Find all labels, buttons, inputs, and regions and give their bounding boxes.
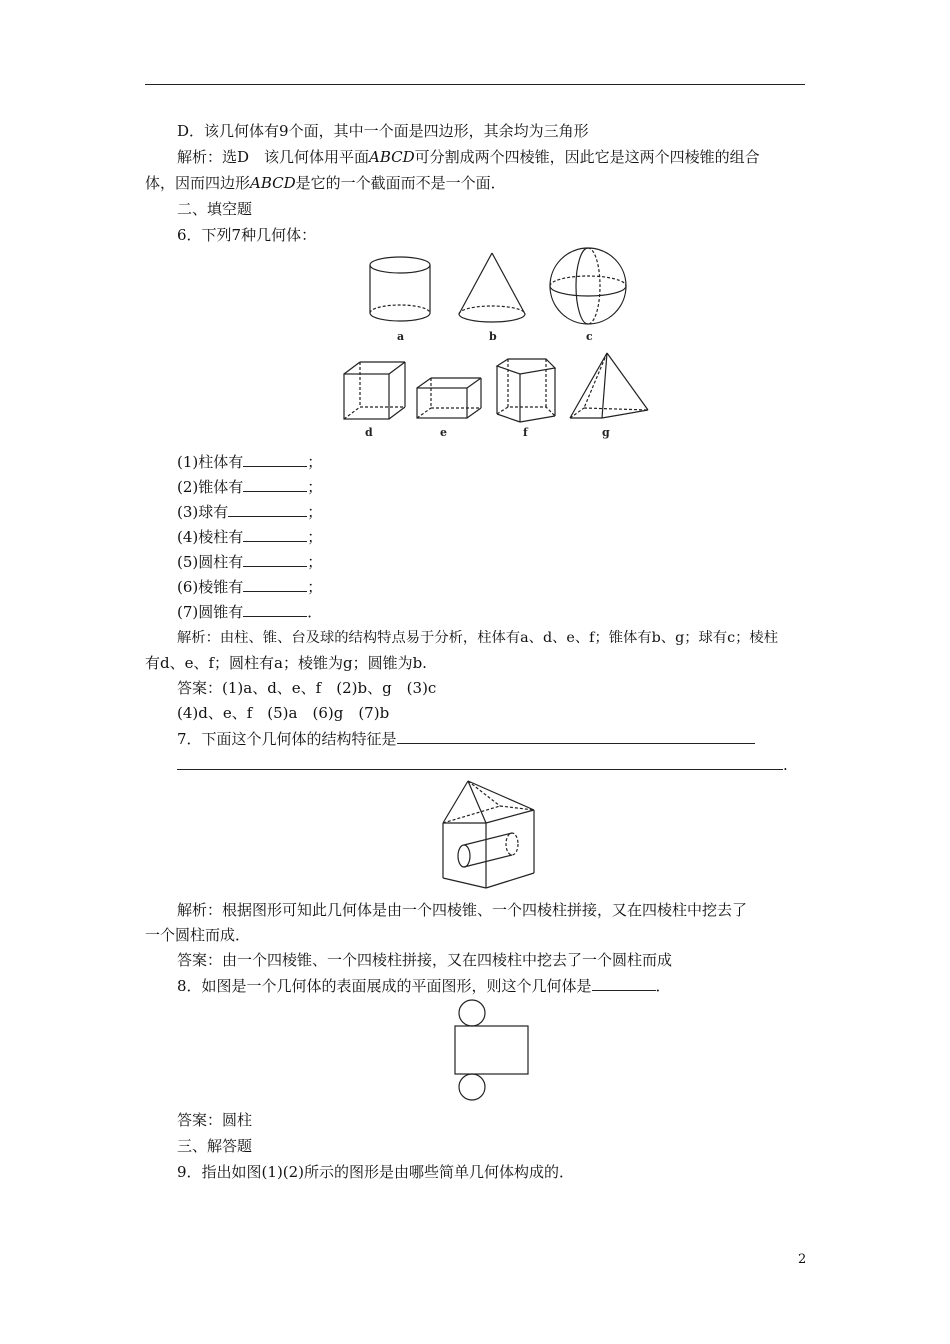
q6-item-2: (2)锥体有 ； [177, 478, 323, 496]
pyramid-shape [570, 353, 648, 418]
label-a: a [397, 330, 405, 343]
figure-solids-row-1 [360, 250, 650, 345]
question-7: 7．下面这个几何体的结构特征是 [177, 729, 755, 749]
question-9: 9．指出如图(1)(2)所示的图形是由哪些简单几何体构成的． [177, 1163, 575, 1181]
question-6: 6．下列7种几何体： [177, 226, 317, 244]
q6-item-5: (5)圆柱有 ； [177, 553, 323, 571]
label-c: c [586, 330, 593, 343]
label-f: f [523, 426, 528, 439]
section-fill-in: 二、填空题 [177, 200, 253, 218]
q6-item-6: (6)棱锥有 ； [177, 578, 323, 596]
figure-composite-solid [440, 778, 540, 893]
section-answer: 三、解答题 [177, 1137, 253, 1155]
pentagonal-prism-shape [497, 359, 555, 422]
label-e: e [440, 426, 447, 439]
solution-6-line-2: 有d、e、f；圆柱有a；棱锥为g；圆锥为b. [145, 654, 427, 672]
q6-item-1: (1)柱体有 ； [177, 453, 323, 471]
label-g: g [602, 426, 610, 439]
solution-5-line-2: 体，因而四边形ABCD是它的一个截面而不是一个面． [145, 174, 506, 192]
q6-item-3: (3)球有 ； [177, 503, 323, 521]
solution-7-line-1: 解析：根据图形可知此几何体是由一个四棱锥、一个四棱柱拼接，又在四棱柱中挖去了 [177, 901, 748, 919]
cone-shape [459, 253, 525, 322]
answer-7: 答案：由一个四棱锥、一个四棱柱拼接，又在四棱柱中挖去了一个圆柱而成 [177, 951, 673, 969]
question-7-line-2: . [177, 755, 788, 775]
cylinder-shape [370, 257, 430, 321]
option-d: D．该几何体有9个面，其中一个面是四边形，其余均为三角形 [177, 122, 589, 140]
answer-8: 答案：圆柱 [177, 1111, 253, 1129]
page-number: 2 [798, 1252, 807, 1267]
cube-shape [344, 362, 405, 419]
figure-solids-row-2 [340, 352, 650, 442]
cuboid-shape [417, 378, 481, 418]
header-rule [145, 84, 805, 85]
answer-6-line-2: (4)d、e、f (5)a (6)g (7)b [177, 704, 390, 722]
q6-item-7: (7)圆锥有 ． [177, 603, 323, 621]
solution-6-line-1: 解析：由柱、锥、台及球的结构特点易于分析，柱体有a、d、e、f；锥体有b、g；球有c；棱柱 [177, 630, 779, 646]
q6-item-4: (4)棱柱有 ； [177, 528, 323, 546]
sphere-shape [550, 248, 626, 324]
label-d: d [365, 426, 373, 439]
label-b: b [489, 330, 497, 343]
solution-7-line-2: 一个圆柱而成． [145, 926, 251, 944]
solution-5-line-1: 解析：选D 该几何体用平面ABCD可分割成两个四棱锥，因此它是这两个四棱锥的组合 [177, 148, 760, 166]
answer-6-line-1: 答案：(1)a、d、e、f (2)b、g (3)c [177, 679, 437, 697]
question-8: 8．如图是一个几何体的表面展成的平面图形，则这个几何体是 ． [177, 977, 671, 995]
figure-cylinder-net [452, 998, 532, 1102]
